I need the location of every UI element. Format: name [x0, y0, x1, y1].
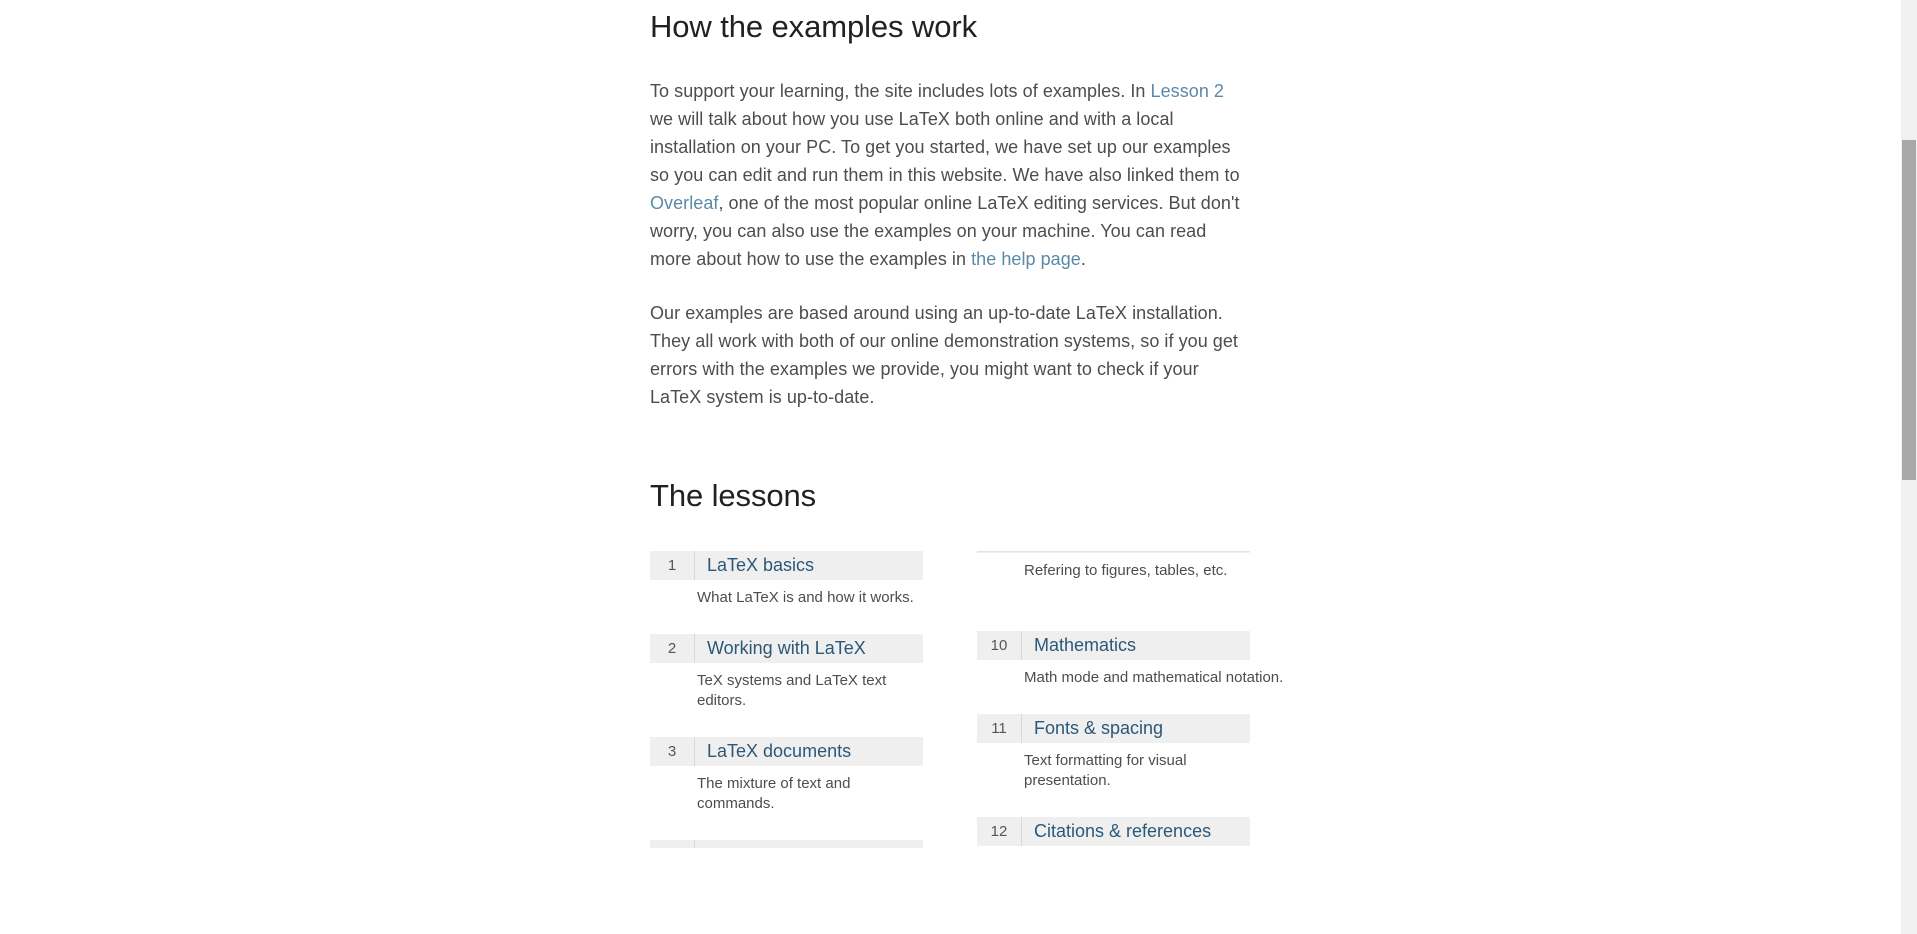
lesson-header: [977, 714, 1250, 743]
lesson-header: [650, 551, 923, 580]
page-title-the-lessons: The lessons: [650, 477, 817, 513]
page-scrollbar-thumb[interactable]: [1902, 140, 1916, 480]
lesson-item-1[interactable]: [650, 551, 923, 608]
lessons-column-left: [650, 551, 923, 880]
link-the-help-page[interactable]: the help page: [971, 248, 1081, 269]
lesson-number-badge: 10: [977, 631, 1022, 660]
lesson-header: [977, 631, 1250, 660]
lesson-title-link-fonts-and-spacing[interactable]: Fonts & spacing: [1034, 718, 1164, 738]
lesson-item-next-cutoff[interactable]: [650, 840, 923, 848]
lesson-description: Math mode and mathematical notation.: [1024, 669, 1284, 686]
lesson-item-11[interactable]: [977, 714, 1250, 791]
lesson-header-cutoff: [650, 840, 923, 848]
lesson-header: [650, 634, 923, 663]
article-content-column: [650, 0, 1250, 516]
lesson-number-badge: 1: [650, 551, 695, 580]
lesson-description: Text formatting for visual presentation.: [1024, 752, 1187, 789]
link-lesson-2[interactable]: Lesson 2: [1150, 80, 1224, 101]
paragraph-examples-uptodate: Our examples are based around using an up-to-date LaTeX installation. They all work with both of our online demonstration systems, so if you get errors with the examples we provide, you might want to check if your LaTeX system is up-to-date.: [650, 302, 1238, 407]
lessons-list-region: [650, 551, 1284, 880]
lesson-item-3[interactable]: [650, 737, 923, 814]
paragraph-text-fragment: To support your learning, the site includes lots of examples. In: [650, 80, 1151, 101]
link-overleaf[interactable]: Overleaf: [650, 192, 719, 213]
lesson-number-badge: 11: [977, 714, 1022, 743]
paragraph-text-fragment: .: [1080, 248, 1086, 269]
lesson-description: TeX systems and LaTeX text editors.: [697, 672, 887, 709]
lesson-item-10[interactable]: [977, 631, 1284, 688]
lessons-grid: [650, 551, 1284, 880]
lesson-number-badge: 3: [650, 737, 695, 766]
paragraph-examples-intro: [650, 77, 1250, 273]
lesson-description: The mixture of text and commands.: [697, 775, 851, 812]
page-scrollbar-track[interactable]: [1901, 0, 1917, 934]
lesson-title-link-mathematics[interactable]: Mathematics: [1034, 635, 1137, 655]
lesson-number-badge: 2: [650, 634, 695, 663]
lesson-title-link-citations-and-references[interactable]: Citations & references: [1034, 821, 1212, 841]
lesson-description: What LaTeX is and how it works.: [697, 589, 914, 606]
lesson-item-9-partial[interactable]: [977, 551, 1250, 581]
lesson-title-link-latex-basics[interactable]: LaTeX basics: [707, 555, 815, 575]
lesson-number-badge: 12: [977, 817, 1022, 846]
lesson-header-partial: [977, 551, 1250, 553]
lesson-number-badge: [650, 840, 695, 848]
lesson-item-2[interactable]: [650, 634, 923, 711]
lesson-title-link-working-with-latex[interactable]: Working with LaTeX: [707, 638, 866, 658]
paragraph-text-fragment: , one of the most popular online LaTeX editing services. But don't worry, you can also use the examples on your machine. You can read more about how to use the examples in: [650, 192, 1240, 269]
lesson-header: [977, 817, 1250, 846]
page-title-how-the-examples-work: How the examples work: [650, 9, 977, 44]
lesson-item-12[interactable]: [977, 817, 1250, 854]
lesson-description: Refering to figures, tables, etc.: [1024, 562, 1228, 579]
lesson-header: [650, 737, 923, 766]
paragraph-text-fragment: we will talk about how you use LaTeX both online and with a local installation on your PC. To get you started, we have set up our examples so you can edit and run them in this website. We have also linked them to: [650, 108, 1240, 185]
lesson-title-link-cutoff[interactable]: [695, 840, 923, 848]
lesson-title-link-latex-documents[interactable]: LaTeX documents: [707, 741, 852, 761]
lessons-column-right: [977, 551, 1284, 880]
